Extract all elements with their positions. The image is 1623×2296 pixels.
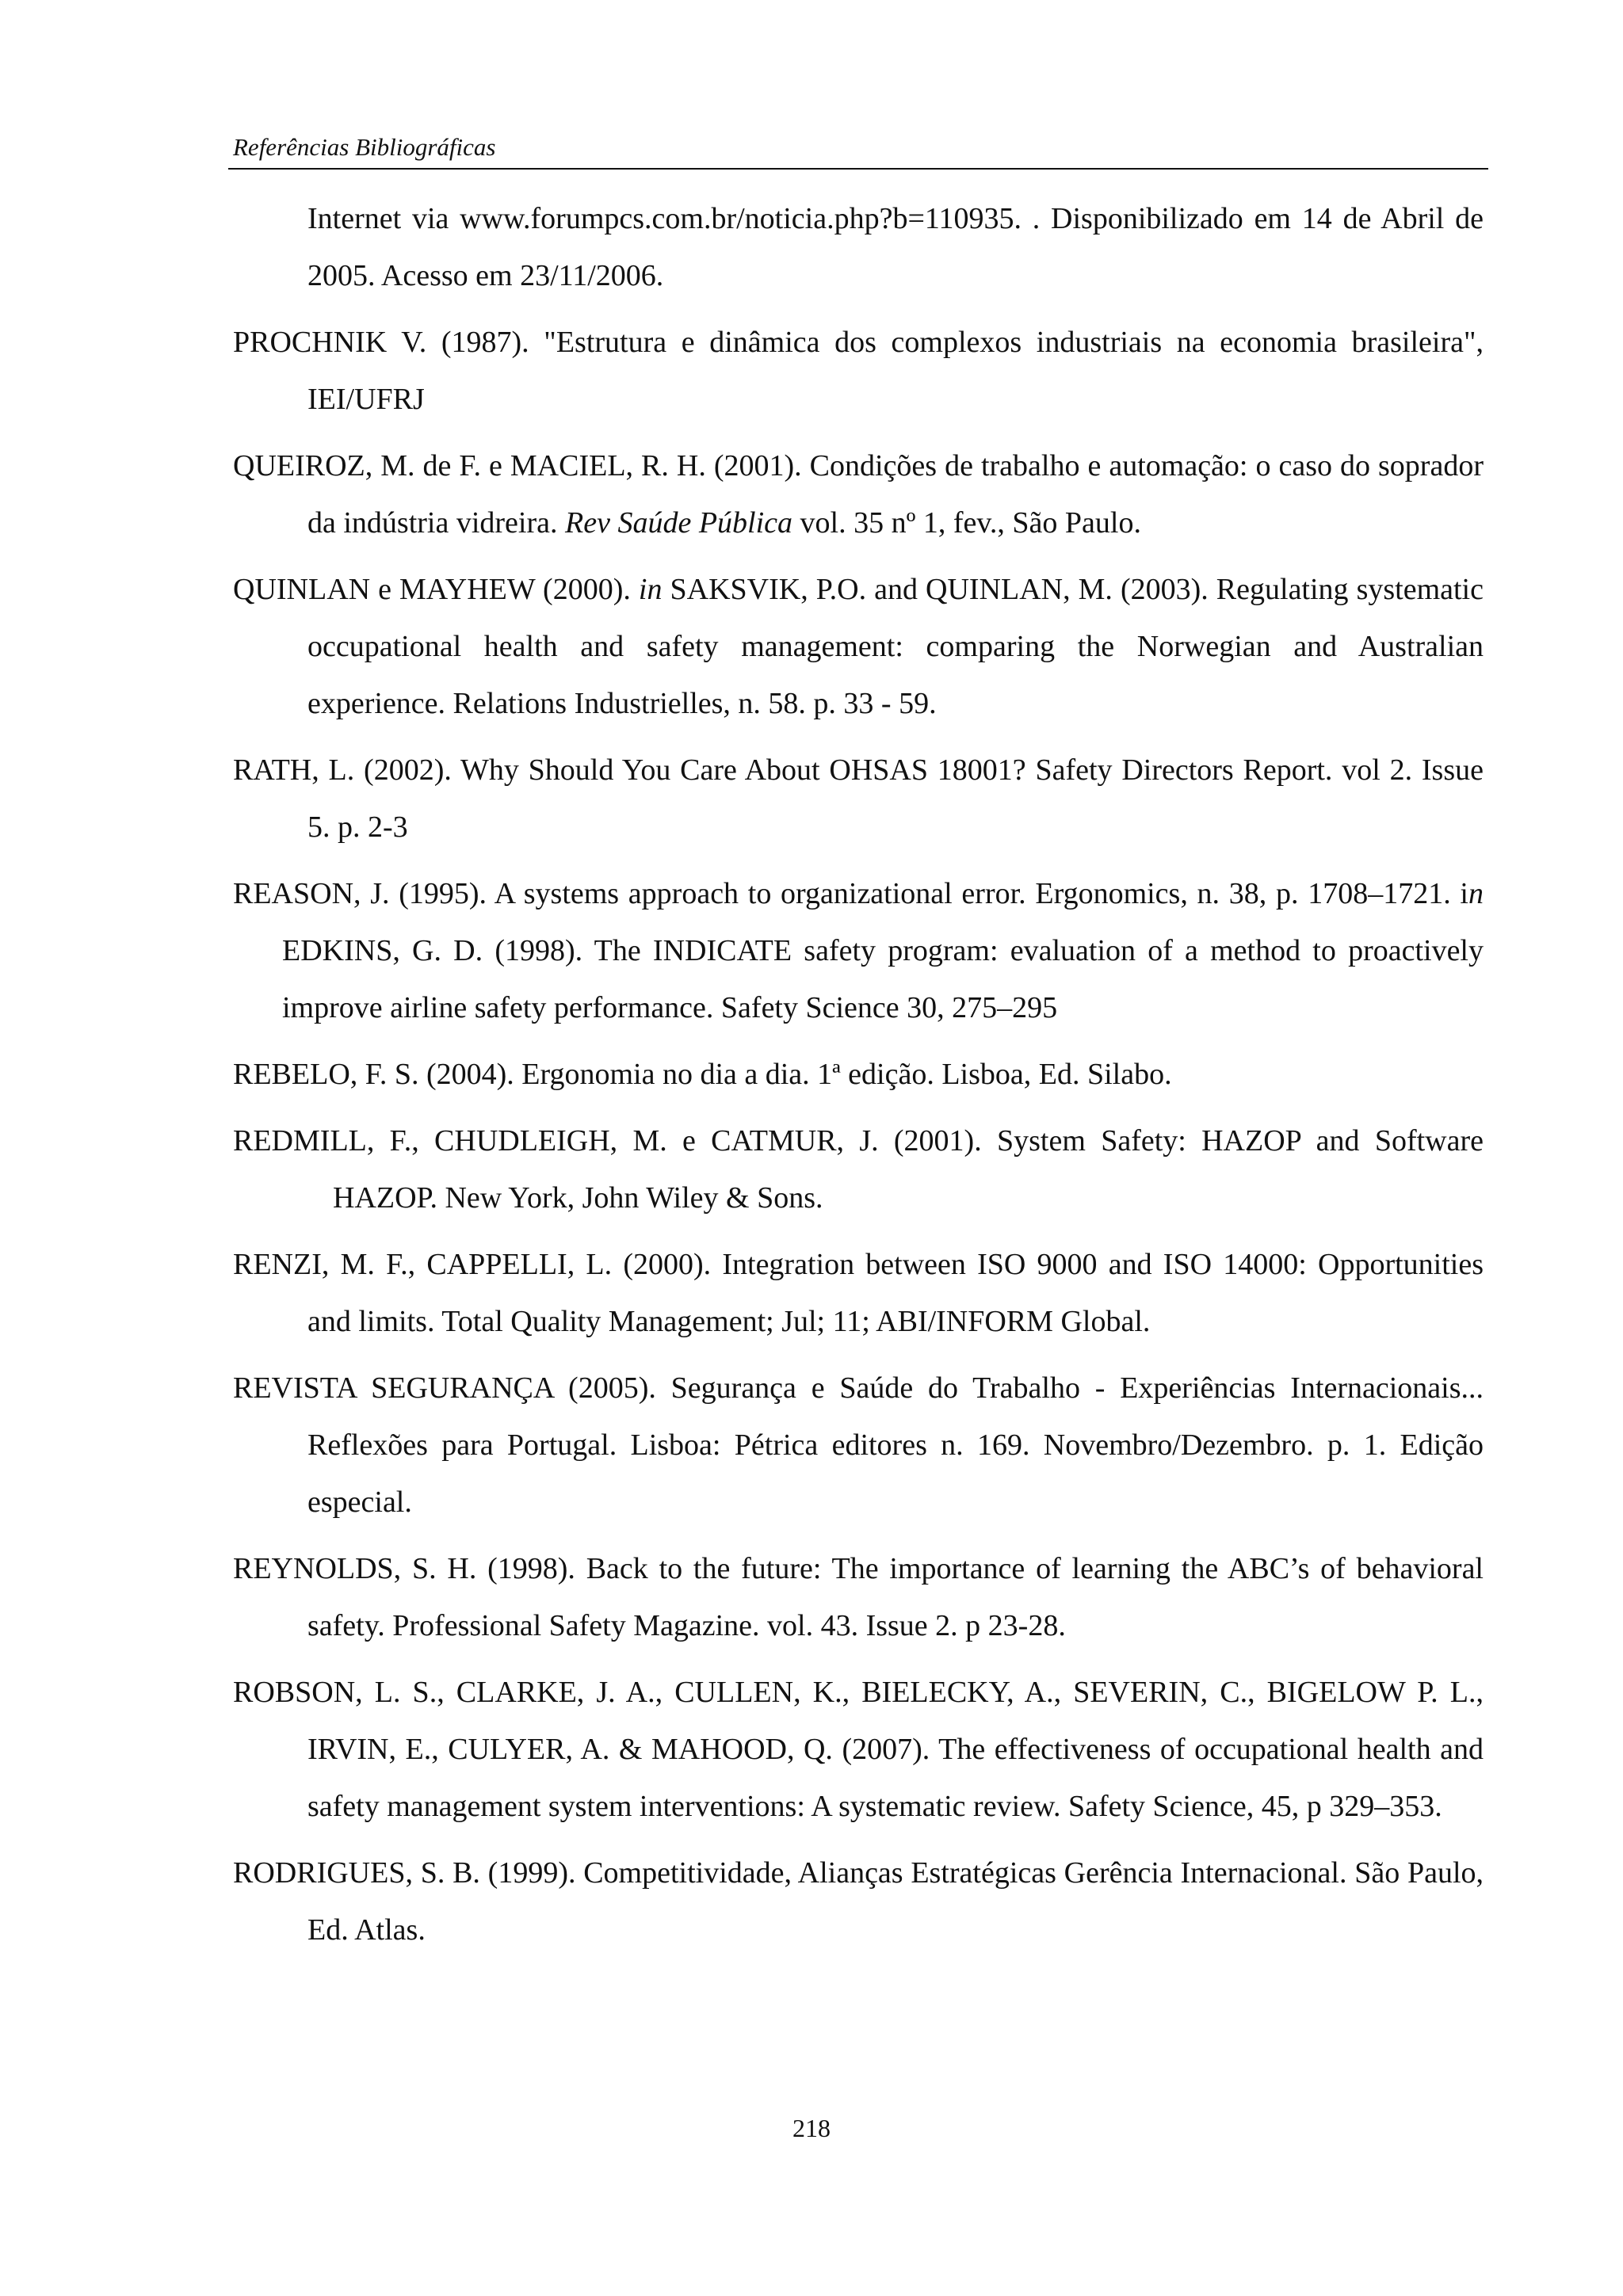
reference-text: EDKINS, G. D. (1998). The INDICATE safety program: evaluation of a method to proactively improve airline safety performance. Safety Science 30, 275–295 xyxy=(282,934,1484,1024)
reference-entry: PROCHNIK V. (1987). "Estrutura e dinâmica dos complexos industriais na economia brasileira", IEI/UFRJ xyxy=(233,326,1484,416)
reference-entry: RENZI, M. F., CAPPELLI, L. (2000). Integration between ISO 9000 and ISO 14000: Opportunities and limits. Total Quality Management; Jul; 11; ABI/INFORM Global. xyxy=(233,1248,1484,1338)
header-rule xyxy=(228,168,1488,170)
reference-entry: RODRIGUES, S. B. (1999). Competitividade, Alianças Estratégicas Gerência Internacional. São Paulo, Ed. Atlas. xyxy=(233,1856,1484,1947)
reference-entry xyxy=(233,437,1484,551)
reference-entry: REVISTA SEGURANÇA (2005). Segurança e Saúde do Trabalho - Experiências Internacionais... Reflexões para Portugal. Lisboa: Pétrica editores n. 169. Novembro/Dezembro. p. 1. Edição especial. xyxy=(233,1371,1484,1519)
reference-text: REASON, J. (1995). A systems approach to organizational error. Ergonomics, n. 38, p. 1708–1721. i xyxy=(233,877,1468,910)
in-marker: n xyxy=(1468,877,1484,910)
reference-entry xyxy=(233,561,1484,732)
reference-text: vol. 35 nº 1, fev., São Paulo. xyxy=(792,506,1141,540)
reference-text: QUEIROZ, M. de F. e MACIEL, R. H. (2001). Condições de trabalho e automação: o caso do soprador da indústria vidreira. xyxy=(233,449,1484,540)
reference-text: QUINLAN e MAYHEW (2000). xyxy=(233,573,639,606)
reference-entry: RATH, L. (2002). Why Should You Care About OHSAS 18001? Safety Directors Report. vol 2. Issue 5. p. 2-3 xyxy=(233,753,1484,844)
journal-title: Rev Saúde Pública xyxy=(565,506,793,540)
reference-entry: REDMILL, F., CHUDLEIGH, M. e CATMUR, J. (2001). System Safety: HAZOP and Software HAZOP. New York, John Wiley & Sons. xyxy=(233,1124,1484,1215)
reference-list xyxy=(233,190,1484,1968)
page-number: 218 xyxy=(792,2114,831,2142)
in-marker: in xyxy=(638,573,663,606)
reference-entry xyxy=(233,865,1484,1036)
running-header: Referências Bibliográficas xyxy=(233,133,496,161)
reference-entry: REBELO, F. S. (2004). Ergonomia no dia a dia. 1ª edição. Lisboa, Ed. Silabo. xyxy=(233,1058,1172,1091)
reference-entry: ROBSON, L. S., CLARKE, J. A., CULLEN, K., BIELECKY, A., SEVERIN, C., BIGELOW P. L., IRVIN, E., CULYER, A. & MAHOOD, Q. (2007). The effectiveness of occupational health and safety management system interventions: A systematic review. Safety Science, 45, p 329–353. xyxy=(233,1676,1484,1823)
reference-text: SAKSVIK, P.O. and QUINLAN, M. (2003). Regulating systematic occupational health and safety management: comparing the Norwegian and Australian experience. Relations Industrielles, n. 58. p. 33 - 59. xyxy=(307,573,1484,720)
reference-entry: Internet via www.forumpcs.com.br/noticia.php?b=110935. . Disponibilizado em 14 de Abril de 2005. Acesso em 23/11/2006. xyxy=(307,202,1484,292)
reference-entry: REYNOLDS, S. H. (1998). Back to the future: The importance of learning the ABC’s of behavioral safety. Professional Safety Magazine. vol. 43. Issue 2. p 23-28. xyxy=(233,1552,1484,1642)
